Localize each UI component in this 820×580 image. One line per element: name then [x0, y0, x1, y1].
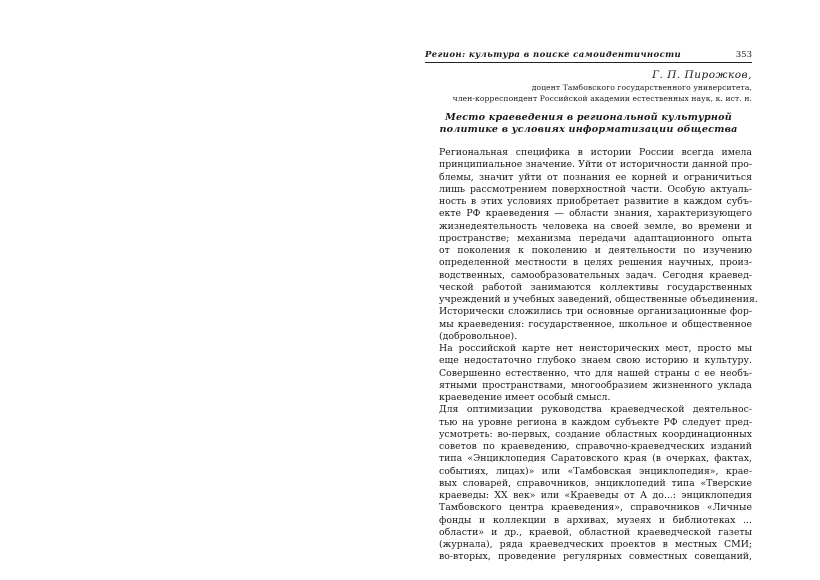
- text-line: (добровольное).: [439, 330, 518, 342]
- text-line: пространстве; механизма передачи адаптационного опыта: [439, 232, 752, 244]
- text-line: ческой работой занимаются коллективы государственных: [439, 281, 752, 293]
- text-line: принципиальное значение. Уйти от историчности данной про-: [439, 159, 752, 171]
- text-line: На российской карте нет неисторических мест, просто мы: [439, 343, 752, 354]
- author-role-line-2: член-корреспондент Российской академии естественных наук, к. ист. н.: [452, 94, 752, 103]
- text-line: советов по краеведению, справочно-краеведческих изданий: [439, 441, 752, 452]
- running-header-title: Регион: культура в поиске самоидентичности: [425, 50, 682, 60]
- text-line: водственных, самообразовательных задач. Сегодня краевед-: [439, 269, 752, 281]
- text-line: области» и др., краевой, областной краеведческой газеты: [439, 526, 752, 538]
- text-line: блемы, значит уйти от познания ее корней и ограничиться: [439, 171, 752, 183]
- text-line: екте РФ краеведения — области знания, характеризующего: [439, 208, 752, 220]
- text-line: еще недостаточно глубоко знаем свою историю и культуру.: [439, 355, 752, 367]
- text-line: во-вторых, проведение регулярных совместных совещаний,: [439, 551, 752, 563]
- page-number: 353: [735, 50, 752, 60]
- text-line: мы краеведения: государственное, школьное и общественное: [439, 318, 752, 330]
- text-line: краеведение имеет особый смысл.: [439, 392, 611, 403]
- author-name: Г. П. Пирожков,: [652, 69, 752, 81]
- text-line: краеведы: XX век» или «Краеведы от А до...: энциклопедия: [439, 490, 752, 501]
- text-line: Региональная специфика в истории России всегда имела: [439, 147, 752, 158]
- article-title-line-2: политике в условиях информатизации общества: [439, 124, 738, 135]
- text-line: тью на уровне региона в каждом субъекте РФ следует пред-: [439, 416, 752, 428]
- text-line: Тамбовского центра краеведения», справочников «Личные: [439, 502, 752, 514]
- text-line: Для оптимизации руководства краеведческой деятельнос-: [439, 404, 752, 416]
- text-line: усмотреть: во-первых, создание областных координационных: [439, 428, 752, 440]
- paragraph-2: [425, 343, 752, 404]
- text-line: жизнедеятельность человека на своей земле, во времени и: [439, 220, 752, 232]
- text-line: Исторически сложились три основные организационные фор-: [439, 306, 752, 318]
- text-line: лишь рассмотрением поверхностной части. Особую актуаль-: [439, 183, 752, 195]
- text-line: учреждений и учебных заведений, общественные объединения.: [439, 294, 758, 305]
- paragraph-3: [425, 404, 752, 563]
- author-block: [425, 68, 752, 104]
- paragraph-1: [425, 147, 758, 343]
- article-title-line-1: Место краеведения в региональной культурной: [445, 112, 732, 123]
- text-line: от поколения к поколению и деятельности по изучению: [439, 245, 752, 256]
- text-line: фонды и коллекции в архивах, музеях и библиотеках ...: [439, 514, 752, 526]
- text-line: определенной местности в целях решения научных, произ-: [439, 257, 752, 269]
- text-line: типа «Энциклопедия Саратовского края (в очерках, фактах,: [439, 453, 752, 465]
- article-body: [425, 147, 758, 564]
- text-line: событиях, лицах)» или «Тамбовская энциклопедия», крае-: [439, 465, 752, 477]
- text-line: Совершенно естественно, что для нашей страны с ее необъ-: [439, 367, 752, 379]
- running-header: [425, 50, 752, 63]
- author-role-line-1: доцент Тамбовского государственного университета,: [531, 83, 752, 92]
- text-line: (журнала), ряда краеведческих проектов в местных СМИ;: [439, 539, 752, 550]
- article-title: [425, 112, 752, 136]
- text-line: ятными пространствами, многообразием жизненного уклада: [439, 379, 752, 391]
- text-line: вых словарей, справочников, энциклопедий типа «Тверские: [439, 477, 752, 489]
- text-line: ность в этих условиях приобретает развитие в каждом субъ-: [439, 196, 752, 207]
